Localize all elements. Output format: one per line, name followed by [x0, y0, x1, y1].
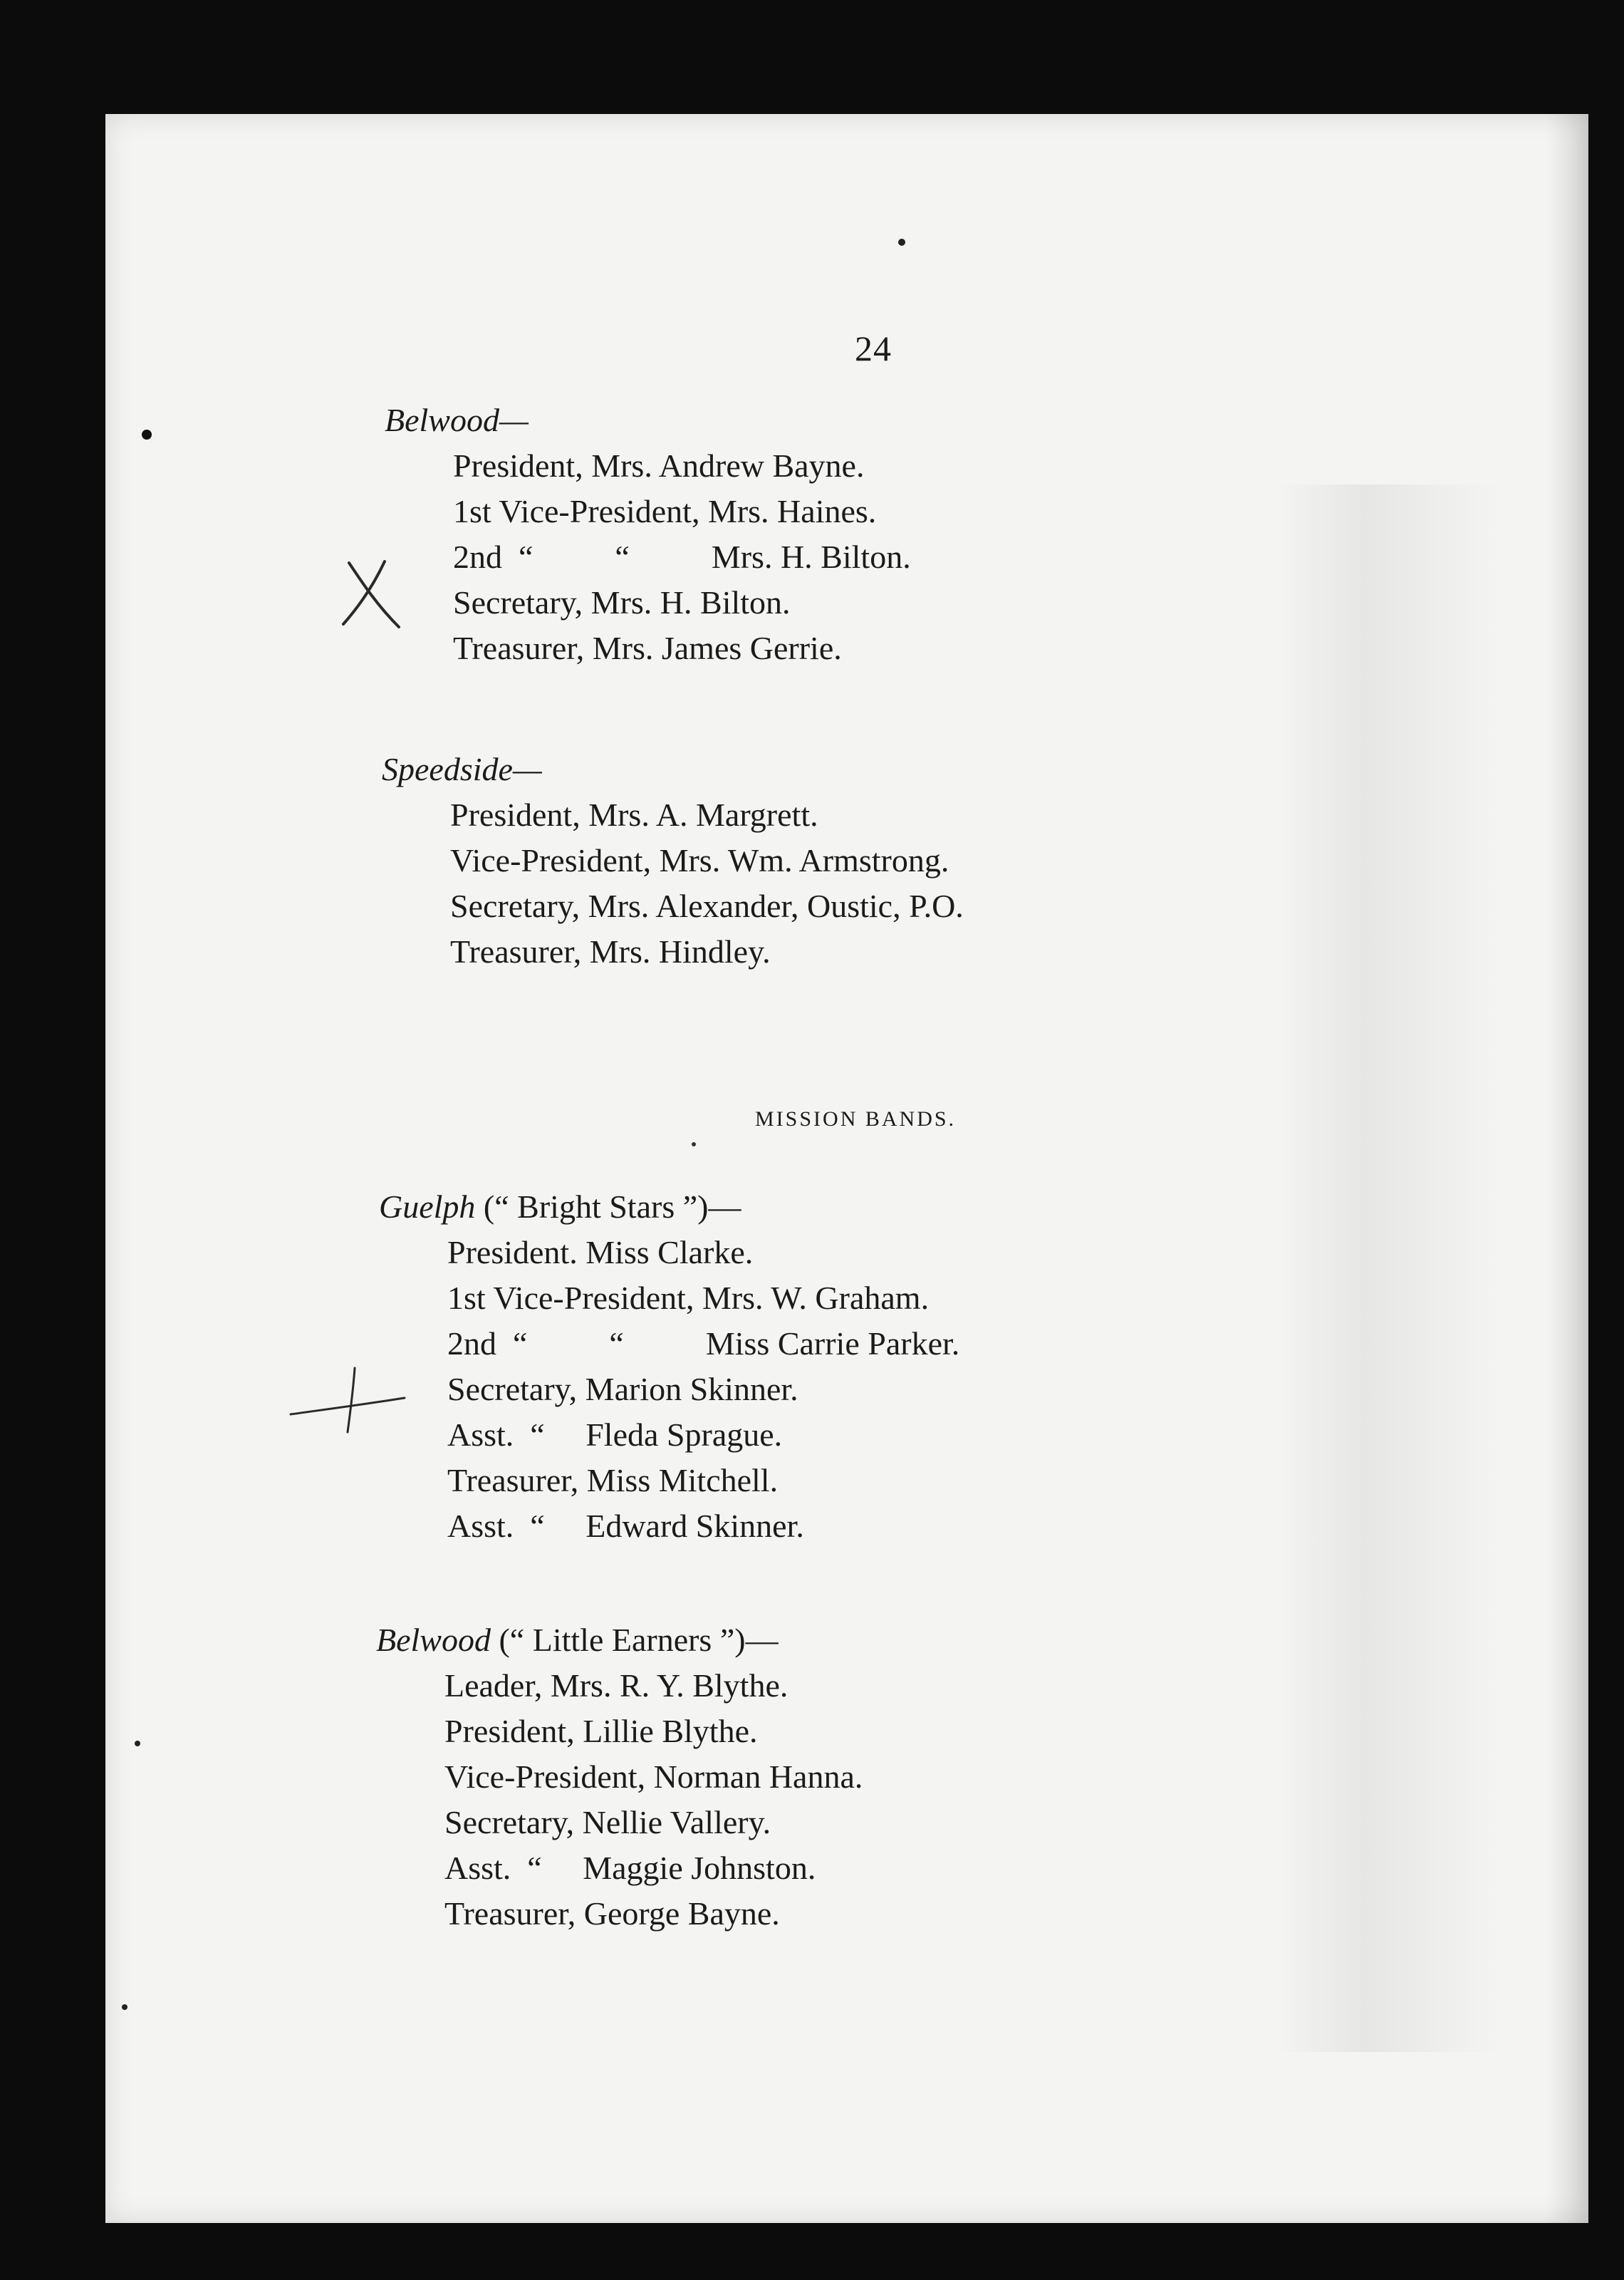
officer-line: Asst. “ Fleda Sprague. — [447, 1416, 783, 1453]
section-speedside — [382, 747, 964, 975]
speck — [896, 237, 907, 248]
officer-line: Vice-President, Norman Hanna. — [444, 1758, 863, 1795]
officer-line: 2nd “ “ Mrs. H. Bilton. — [453, 539, 911, 575]
officer-line: Asst. “ Edward Skinner. — [447, 1508, 804, 1544]
section-heading-band: (“ Bright Stars ”)— — [475, 1188, 741, 1225]
section-heading — [379, 1184, 959, 1230]
section-heading-place: Guelph — [379, 1188, 476, 1225]
speck — [120, 2002, 130, 2012]
section-heading: Speedside— — [382, 751, 542, 787]
section-belwood — [385, 398, 911, 671]
speck — [140, 428, 154, 442]
officer-line: President. Miss Clarke. — [447, 1234, 754, 1270]
pencil-cross-mark — [283, 1354, 412, 1439]
officer-line: 1st Vice-President, Mrs. Haines. — [453, 493, 877, 529]
speck — [689, 1140, 698, 1149]
officer-line: 2nd “ “ Miss Carrie Parker. — [447, 1325, 960, 1362]
officer-line: Secretary, Marion Skinner. — [447, 1371, 798, 1407]
section-heading-place: Belwood — [376, 1622, 491, 1658]
officer-line: Treasurer, Miss Mitchell. — [447, 1462, 779, 1498]
mission-bands-heading: MISSION BANDS. — [755, 1107, 957, 1131]
officer-line: Asst. “ Maggie Johnston. — [444, 1850, 816, 1886]
section-guelph-bright-stars — [379, 1184, 959, 1549]
officer-line: President, Mrs. A. Margrett. — [450, 797, 818, 833]
officer-line: 1st Vice-President, Mrs. W. Graham. — [447, 1280, 930, 1316]
officer-line: Treasurer, Mrs. James Gerrie. — [453, 630, 842, 666]
bleed-through-shadow — [1274, 484, 1501, 2052]
pencil-x-mark — [335, 556, 413, 634]
speck — [132, 1738, 142, 1748]
officer-line: Vice-President, Mrs. Wm. Armstrong. — [450, 842, 949, 879]
page-spine-shadow — [1546, 114, 1588, 2223]
section-heading — [376, 1617, 863, 1663]
officer-line: Secretary, Nellie Vallery. — [444, 1804, 771, 1840]
officer-line: Treasurer, George Bayne. — [444, 1895, 780, 1932]
section-heading: Belwood— — [385, 402, 529, 438]
page-number: 24 — [855, 328, 892, 368]
officer-line: Secretary, Mrs. H. Bilton. — [453, 584, 791, 621]
officer-line: Treasurer, Mrs. Hindley. — [450, 933, 771, 970]
officer-line: Leader, Mrs. R. Y. Blythe. — [444, 1667, 788, 1704]
officer-line: President, Lillie Blythe. — [444, 1713, 758, 1749]
officer-line: Secretary, Mrs. Alexander, Oustic, P.O. — [450, 888, 964, 924]
officer-line: President, Mrs. Andrew Bayne. — [453, 447, 865, 484]
section-belwood-little-earners — [376, 1617, 863, 1937]
document-page — [105, 114, 1588, 2223]
section-heading-band: (“ Little Earners ”)— — [490, 1622, 779, 1658]
